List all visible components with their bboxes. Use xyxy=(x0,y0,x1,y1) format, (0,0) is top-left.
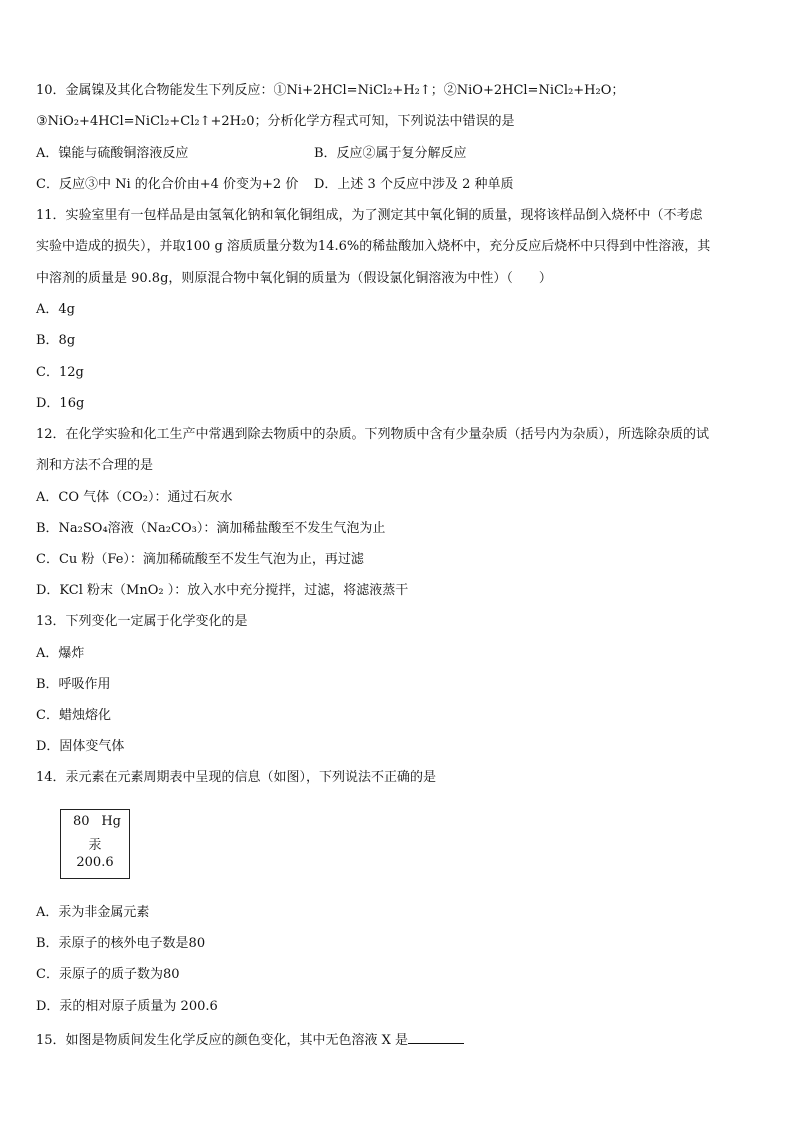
q12-option-d: D．KCl 粉末（MnO₂ ）：放入水中充分搅拌，过滤，将滤液蒸干 xyxy=(36,583,409,598)
q12-option-c: C．Cu 粉（Fe）：滴加稀硫酸至不发生气泡为止，再过滤 xyxy=(36,552,364,567)
q15-stem: 15．如图是物质间发生化学反应的颜色变化，其中无色溶液 X 是 xyxy=(36,1033,409,1048)
q11-stem-line1: 11．实验室里有一包样品是由氢氧化钠和氧化铜组成，为了测定其中氧化铜的质量，现将该样品倒入烧杯中（不考虑 xyxy=(36,208,703,223)
atomic-mass: 200.6 xyxy=(76,855,114,870)
element-name: 汞 xyxy=(88,838,102,853)
q10-stem-line1: 10．金属镍及其化合物能发生下列反应：①Ni+2HCl=NiCl₂+H₂↑；②NiO+2HCl=NiCl₂+H₂O； xyxy=(36,83,625,98)
q13-option-b: B．呼吸作用 xyxy=(36,677,111,692)
q12-option-b: B．Na₂SO₄溶液（Na₂CO₃）：滴加稀盐酸至不发生气泡为止 xyxy=(36,521,386,536)
answer-blank xyxy=(408,1030,464,1044)
q10-option-c: C．反应③中 Ni 的化合价由+4 价变为+2 价 xyxy=(36,177,299,192)
q14-option-c: C．汞原子的质子数为80 xyxy=(36,967,180,982)
q11-option-b: B．8g xyxy=(36,333,76,348)
q13-stem: 13．下列变化一定属于化学变化的是 xyxy=(36,614,248,629)
q12-stem-line1: 12．在化学实验和化工生产中常遇到除去物质中的杂质。下列物质中含有少量杂质（括号内为杂质），所选除杂质的试 xyxy=(36,427,710,442)
q12-option-a: A．CO 气体（CO₂）：通过石灰水 xyxy=(36,490,233,505)
q12-stem-line2: 剂和方法不合理的是 xyxy=(36,458,154,473)
q15-line xyxy=(36,1030,464,1050)
q10-option-d: D．上述 3 个反应中涉及 2 种单质 xyxy=(314,177,514,192)
atomic-number: 80 xyxy=(73,814,90,829)
q11-option-c: C．12g xyxy=(36,365,84,380)
q10-stem-line2: ③NiO₂+4HCl=NiCl₂+Cl₂↑+2H₂0；分析化学方程式可知，下列说法中错误的是 xyxy=(36,114,515,129)
q13-option-c: C．蜡烛熔化 xyxy=(36,708,111,723)
q10-option-b: B．反应②属于复分解反应 xyxy=(314,146,467,161)
element-symbol: Hg xyxy=(101,814,121,829)
q11-option-d: D．16g xyxy=(36,396,85,411)
q14-option-b: B．汞原子的核外电子数是80 xyxy=(36,936,206,951)
q13-option-a: A．爆炸 xyxy=(36,646,85,661)
q14-stem: 14．汞元素在元素周期表中呈现的信息（如图），下列说法不正确的是 xyxy=(36,770,437,785)
q11-stem-line2: 实验中造成的损失），并取100 g 溶质质量分数为14.6%的稀盐酸加入烧杯中，充分反应后烧杯中只得到中性溶液，其 xyxy=(36,239,711,254)
q14-option-d: D．汞的相对原子质量为 200.6 xyxy=(36,999,218,1014)
q10-option-a: A．镍能与硫酸铜溶液反应 xyxy=(36,146,189,161)
mercury-element-cell xyxy=(60,809,130,879)
q11-option-a: A．4g xyxy=(36,302,75,317)
q14-option-a: A．汞为非金属元素 xyxy=(36,905,150,920)
q11-stem-line3: 中溶剂的质量是 90.8g，则原混合物中氧化铜的质量为（假设氯化铜溶液为中性）（ ） xyxy=(36,271,552,286)
q13-option-d: D．固体变气体 xyxy=(36,739,125,754)
